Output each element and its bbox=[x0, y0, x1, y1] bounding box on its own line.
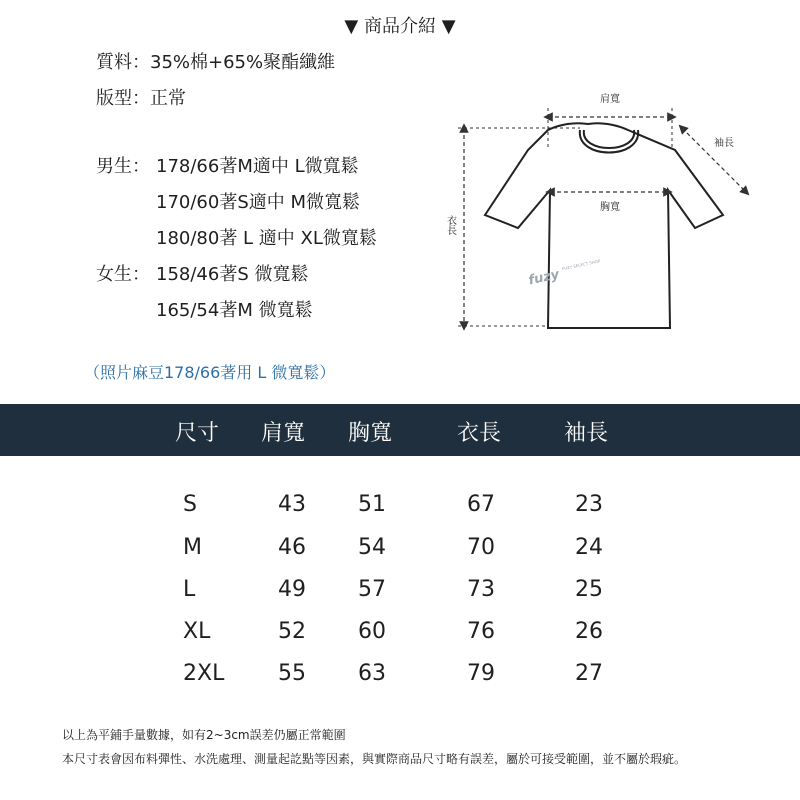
shoulder-cell: 52 bbox=[278, 619, 306, 644]
shoulder-label: 肩寬 bbox=[600, 94, 620, 105]
shoulder-cell: 55 bbox=[278, 661, 306, 686]
male-label: 男生： bbox=[96, 156, 150, 177]
chest-cell: 63 bbox=[358, 661, 386, 686]
size-cell: L bbox=[183, 577, 196, 602]
tshirt-outline bbox=[485, 123, 723, 328]
column-header-size: 尺寸 bbox=[175, 421, 220, 446]
sleeve-cell: 23 bbox=[575, 492, 603, 517]
chest-cell: 57 bbox=[358, 577, 386, 602]
female-line: 158/46著S 微寬鬆 bbox=[156, 264, 309, 285]
column-header-length: 衣長 bbox=[457, 421, 502, 446]
length-cell: 73 bbox=[467, 577, 495, 602]
size-cell: S bbox=[183, 492, 197, 517]
shoulder-cell: 43 bbox=[278, 492, 306, 517]
column-header-chest: 胸寬 bbox=[348, 421, 393, 446]
sleeve-label: 袖長 bbox=[714, 138, 734, 149]
chest-cell: 60 bbox=[358, 619, 386, 644]
brand-logo: fuzy bbox=[527, 267, 561, 289]
sleeve-cell: 27 bbox=[575, 661, 603, 686]
male-line: 170/60著S適中 M微寬鬆 bbox=[156, 192, 361, 213]
material-spec: 質料：35%棉+65%聚酯纖維 bbox=[96, 52, 336, 73]
brand-watermark bbox=[527, 258, 603, 288]
sleeve-cell: 26 bbox=[575, 619, 603, 644]
fit-spec: 版型：正常 bbox=[96, 88, 186, 109]
male-line: 180/80著 L 適中 XL微寬鬆 bbox=[156, 228, 377, 249]
footnote-measurement: 以上為平鋪手量數據，如有2~3cm誤差仍屬正常範圍 bbox=[62, 728, 346, 742]
tshirt-measurement-diagram bbox=[430, 80, 750, 340]
brand-tag: FUZY SELECT SHOP bbox=[561, 258, 601, 272]
chest-cell: 54 bbox=[358, 535, 386, 560]
shoulder-cell: 46 bbox=[278, 535, 306, 560]
sleeve-cell: 25 bbox=[575, 577, 603, 602]
section-title: ▼ 商品介紹 ▼ bbox=[344, 16, 456, 37]
column-header-sleeve: 袖長 bbox=[564, 421, 609, 446]
female-line: 165/54著M 微寬鬆 bbox=[156, 300, 313, 321]
size-cell: 2XL bbox=[183, 661, 225, 686]
male-line: 178/66著M適中 L微寬鬆 bbox=[156, 156, 359, 177]
length-cell: 76 bbox=[467, 619, 495, 644]
female-label: 女生： bbox=[96, 264, 150, 285]
length-cell: 70 bbox=[467, 535, 495, 560]
size-cell: XL bbox=[183, 619, 211, 644]
size-cell: M bbox=[183, 535, 202, 560]
length-label: 衣長 bbox=[444, 215, 456, 235]
photo-model-note: （照片麻豆178/66著用 L 微寬鬆） bbox=[84, 363, 336, 382]
tshirt-collar bbox=[584, 130, 634, 148]
chest-cell: 51 bbox=[358, 492, 386, 517]
chest-label: 胸寬 bbox=[600, 202, 620, 213]
column-header-shoulder: 肩寬 bbox=[261, 421, 306, 446]
length-cell: 79 bbox=[467, 661, 495, 686]
footnote-tolerance: 本尺寸表會因布料彈性、水洗處理、測量起訖點等因素，與實際商品尺寸略有誤差，屬於可接受範圍，並不屬於瑕疵。 bbox=[62, 752, 687, 766]
shoulder-cell: 49 bbox=[278, 577, 306, 602]
size-table-header bbox=[0, 404, 800, 456]
sleeve-cell: 24 bbox=[575, 535, 603, 560]
length-cell: 67 bbox=[467, 492, 495, 517]
